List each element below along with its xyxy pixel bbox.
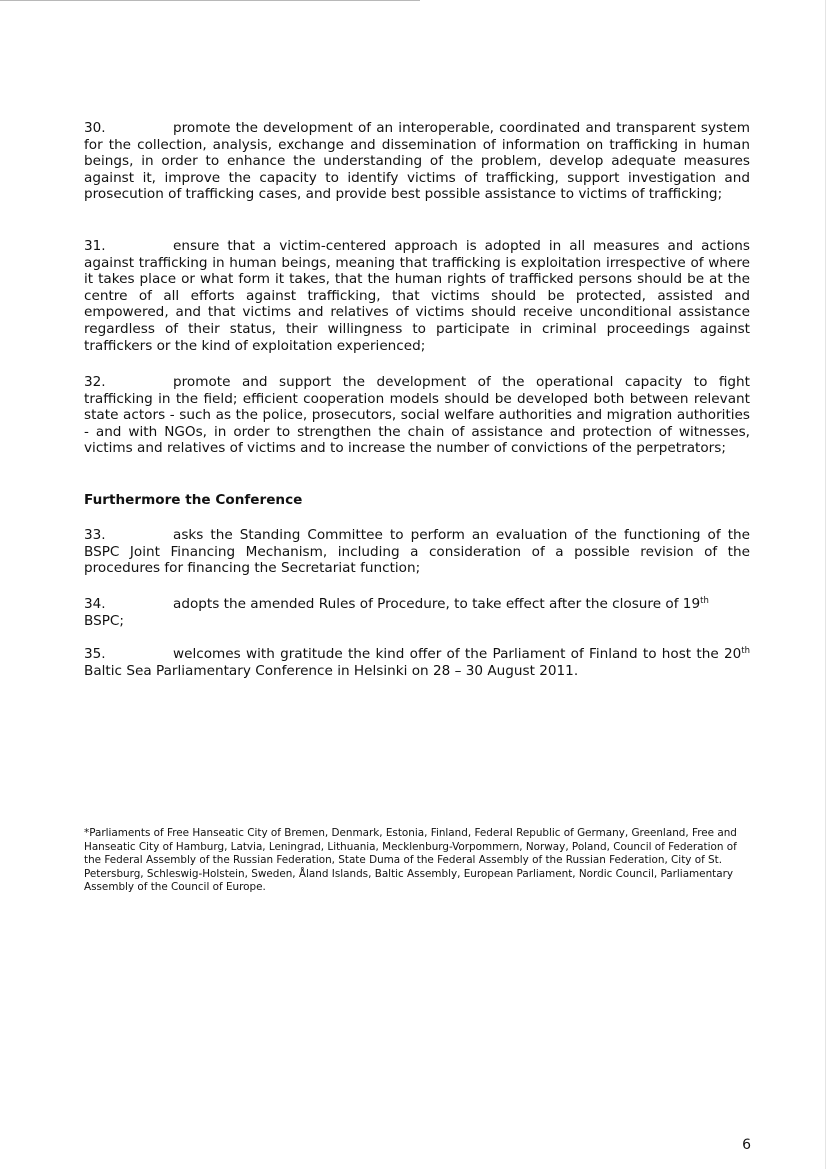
paragraph-text: welcomes with gratitude the kind offer of the Parliament of Finland to host the 20 bbox=[173, 646, 742, 662]
paragraph-34 bbox=[84, 596, 750, 629]
ordinal-suffix: th bbox=[741, 646, 750, 656]
paragraph-30 bbox=[84, 120, 750, 203]
paragraph-text: promote and support the development of the operational capacity to fight trafficking in the field; efficient cooperation models should be developed both between relevant state actors - such as the police, prosecutors, social welfare authorities and migration authorities - and with NGOs, in order to strengthen the chain of assistance and protection of witnesses, victims and relatives of victims and to increase the number of convictions of the perpetrators; bbox=[84, 374, 750, 457]
ordinal-suffix: th bbox=[700, 596, 709, 606]
paragraph-number: 31. bbox=[84, 238, 106, 254]
paragraph-31 bbox=[84, 238, 750, 354]
paragraph-number: 34. bbox=[84, 596, 106, 612]
paragraph-number: 30. bbox=[84, 120, 106, 136]
paragraph-35 bbox=[84, 646, 750, 679]
paragraph-number: 32. bbox=[84, 374, 106, 390]
paragraph-number: 33. bbox=[84, 527, 106, 543]
top-border-line bbox=[0, 0, 420, 1]
paragraph-text: adopts the amended Rules of Procedure, to take effect after the closure of 19 bbox=[173, 596, 701, 612]
section-heading: Furthermore the Conference bbox=[84, 492, 303, 508]
paragraph-text-tail: BSPC; bbox=[84, 612, 124, 629]
right-edge-line bbox=[825, 0, 826, 1169]
page-number: 6 bbox=[742, 1137, 751, 1153]
paragraph-32 bbox=[84, 374, 750, 457]
paragraph-number: 35. bbox=[84, 646, 106, 662]
paragraph-33 bbox=[84, 527, 750, 577]
paragraph-text: promote the development of an interoperable, coordinated and transparent system for the collection, analysis, exchange and dissemination of information on trafficking in human beings, in order to enhance the understanding of the problem, develop adequate measures against it, improve the capacity to identify victims of trafficking, support investigation and prosecution of trafficking cases, and provide best possible assistance to victims of trafficking; bbox=[84, 120, 750, 203]
paragraph-text: ensure that a victim-centered approach is adopted in all measures and actions against trafficking in human beings, meaning that trafficking is exploitation irrespective of where it takes place or what form it takes, that the human rights of trafficked persons should be at the centre of all efforts against trafficking, that victims should be protected, assisted and empowered, and that victims and relatives of victims should receive unconditional assistance regardless of their status, their willingness to participate in criminal proceedings against traffickers or the kind of exploitation experienced; bbox=[84, 238, 750, 354]
footnote: *Parliaments of Free Hanseatic City of Bremen, Denmark, Estonia, Finland, Federal Republic of Germany, Greenland, Free and Hanseatic City of Hamburg, Latvia, Leningrad, Lithuania, Mecklenburg-Vorpommern, Norway, Poland, Council of Federation of the Federal Assembly of the Russian Federation, State Duma of the Federal Assembly of the Russian Federation, City of St. Petersburg, Schleswig-Holstein, Sweden, Åland Islands, Baltic Assembly, European Parliament, Nordic Council, Parliamentary Assembly of the Council of Europe. bbox=[84, 827, 737, 894]
paragraph-text: asks the Standing Committee to perform an evaluation of the functioning of the BSPC Joint Financing Mechanism, including a consideration of a possible revision of the procedures for financing the Secretariat function; bbox=[84, 527, 750, 577]
paragraph-text-tail: Baltic Sea Parliamentary Conference in Helsinki on 28 – 30 August 2011. bbox=[84, 662, 579, 679]
